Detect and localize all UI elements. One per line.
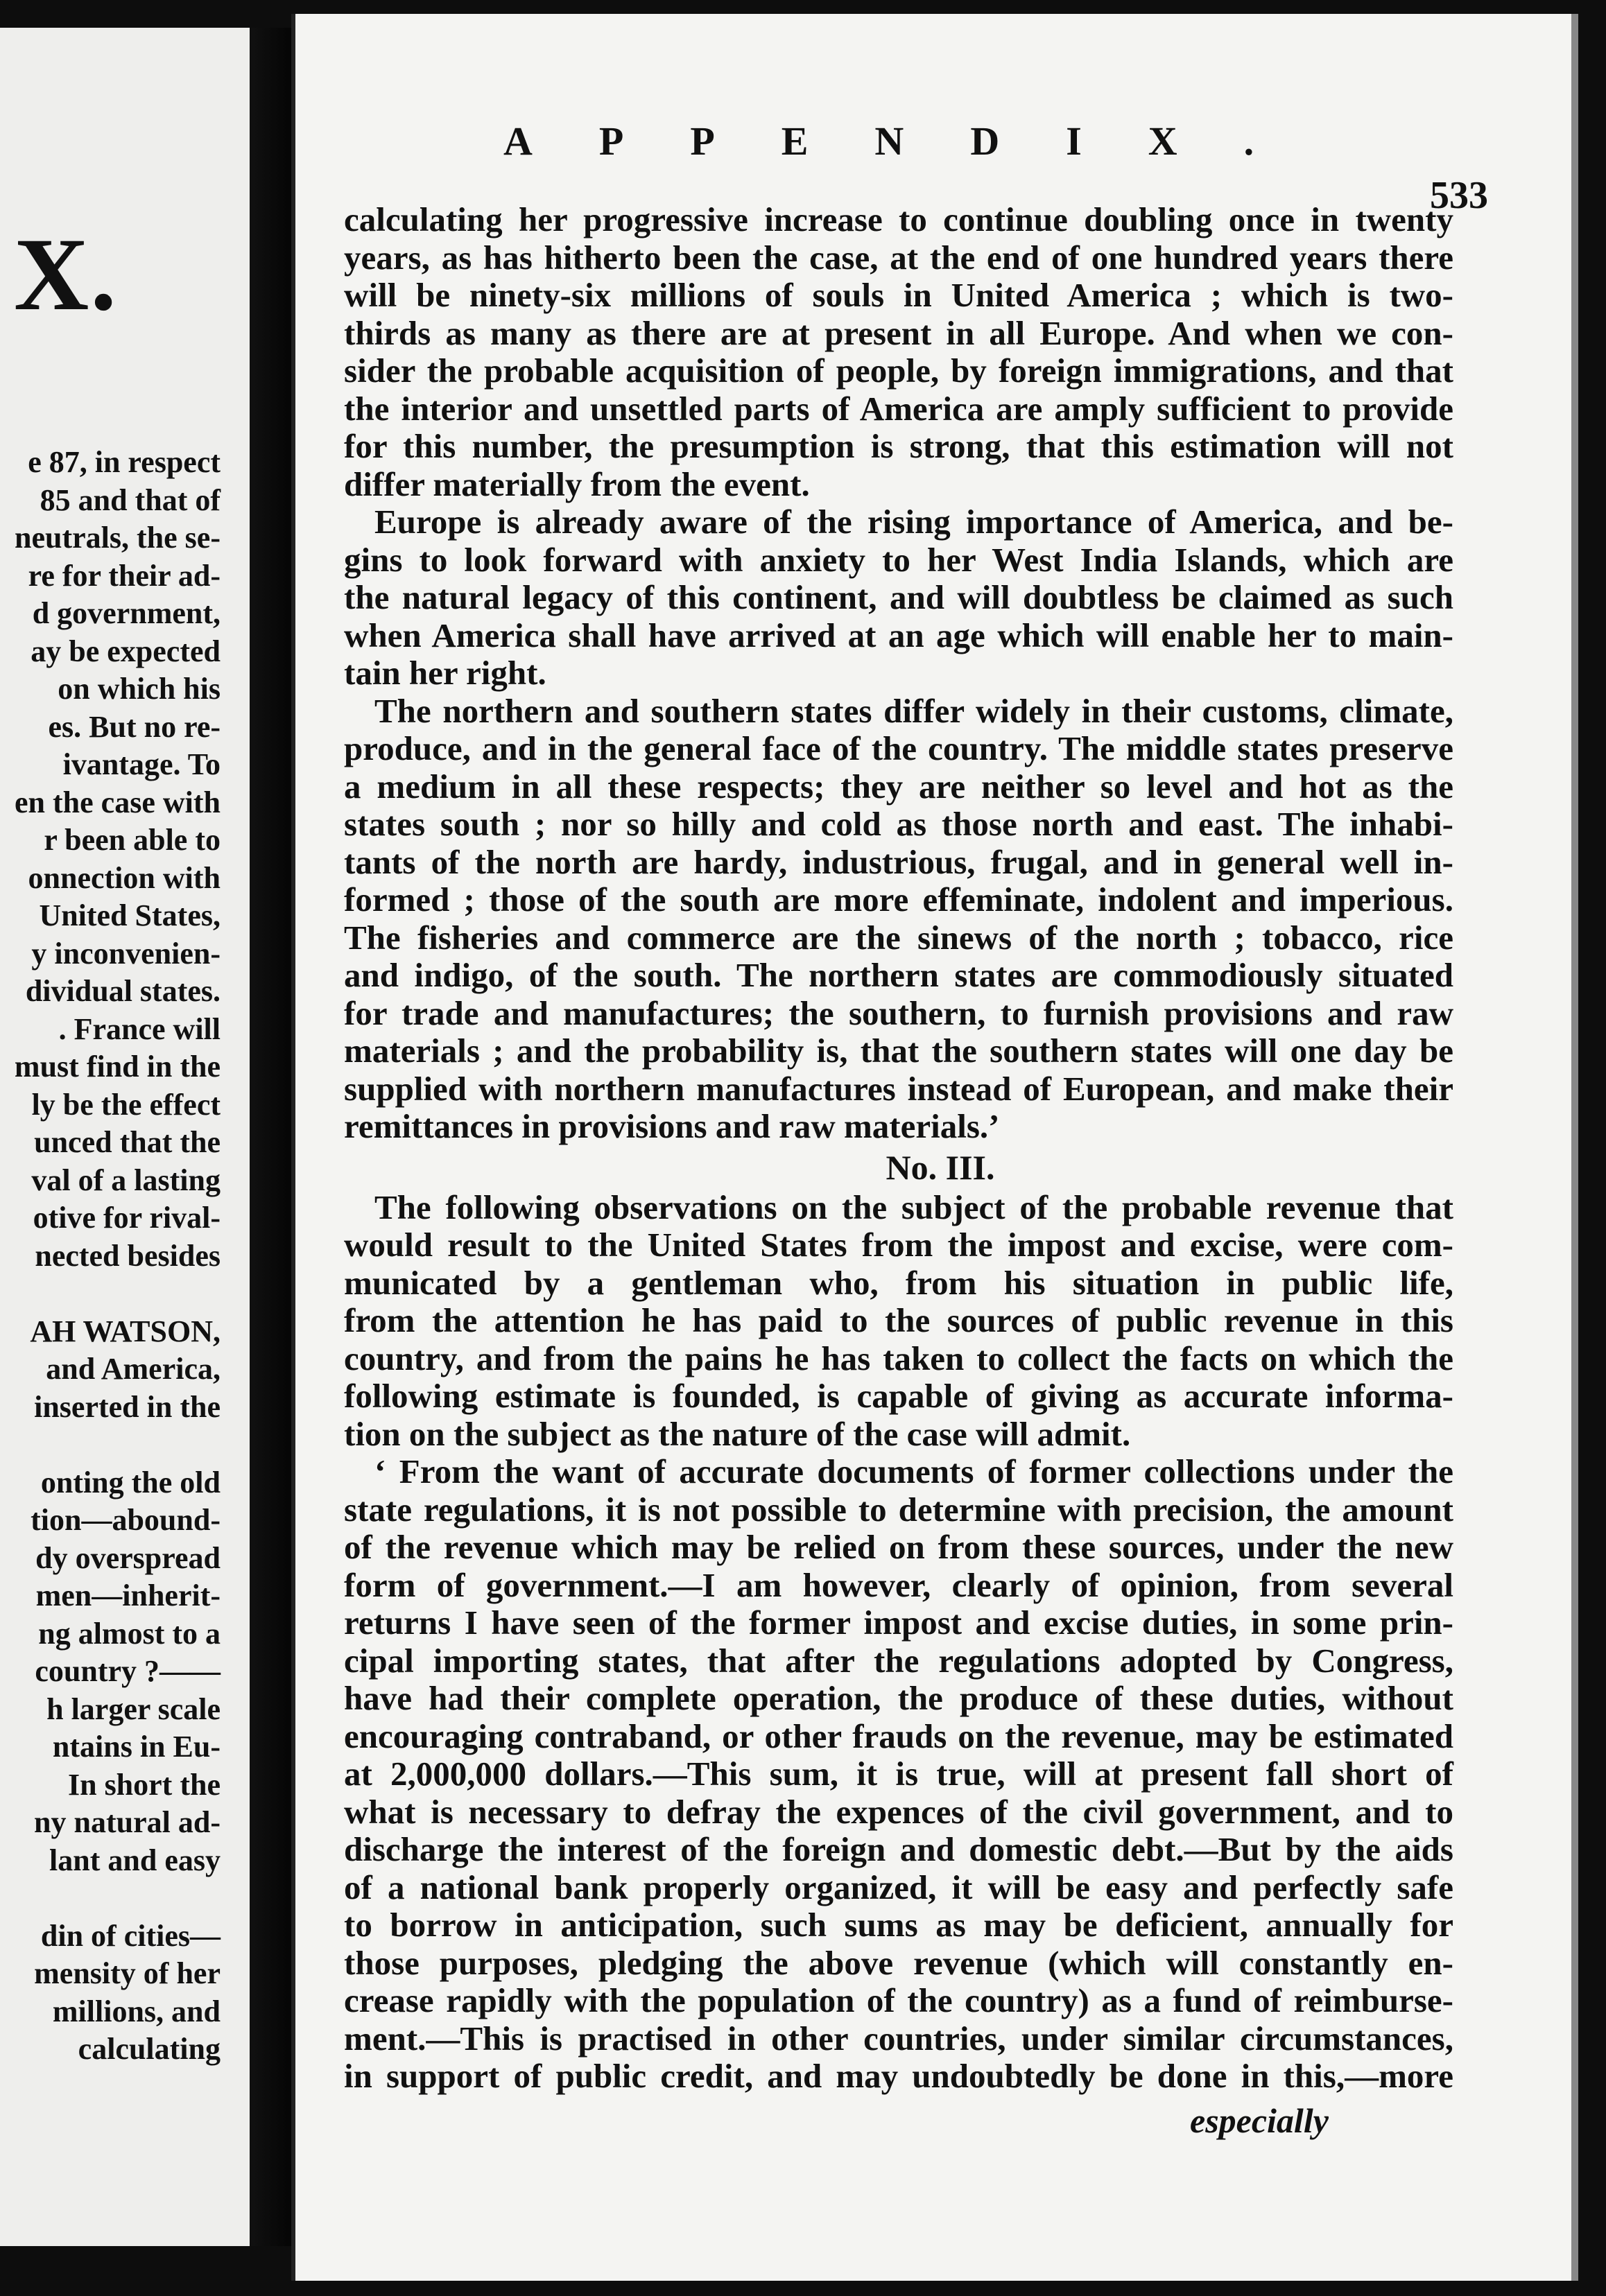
text-line: ‘ From the want of accurate documents of former collections under the [374, 1452, 1453, 1490]
previous-page-line [0, 1426, 250, 1464]
text-line: crease rapidly with the population of the country) as a fund of reimburse- [344, 1981, 1453, 2019]
previous-page-line: In short the [67, 1767, 221, 1802]
previous-page-heading: X. [14, 217, 118, 332]
previous-page-line: must find in the [14, 1050, 221, 1084]
text-line: of a national bank properly organized, it will be easy and perfectly safe [344, 1868, 1453, 1906]
paragraph [344, 201, 1453, 503]
text-line: for this number, the presumption is strong, that this estimation will not [344, 427, 1453, 465]
previous-page-line: dy overspread [35, 1540, 221, 1575]
text-line: when America shall have arrived at an age which will enable her to main- [344, 616, 1453, 654]
previous-page-line: ny natural ad- [34, 1805, 221, 1839]
previous-page-line: lant and easy [49, 1843, 221, 1877]
book-gutter [250, 28, 291, 2246]
text-line: encouraging contraband, or other frauds on the revenue, may be estimated [344, 1716, 1453, 1755]
text-line: years, as has hitherto been the case, at the end of one hundred years there [344, 238, 1453, 277]
text-line: have had their complete operation, the produce of these duties, without [344, 1679, 1453, 1717]
previous-page-line: unced that the [34, 1125, 221, 1159]
text-line: the natural legacy of this continent, and will doubtless be claimed as such [344, 578, 1453, 616]
previous-page-line: AH WATSON, [30, 1314, 221, 1348]
previous-page-line: calculating [78, 2032, 221, 2066]
previous-page-line: tion—abound- [31, 1503, 221, 1537]
text-line: ment.—This is practised in other countries, under similar circumstances, [344, 2019, 1453, 2058]
text-line: in support of public credit, and may undoubtedly be done in this,—more [344, 2057, 1453, 2095]
body-text [344, 201, 1453, 2096]
previous-page-line: onnection with [28, 860, 221, 895]
text-line: at 2,000,000 dollars.—This sum, it is true, will at present fall short of [344, 1755, 1453, 1793]
catchword: especially [1190, 2101, 1329, 2140]
previous-page-line: e 87, in respect [28, 445, 221, 479]
text-line: materials ; and the probability is, that the southern states will one day be [344, 1032, 1453, 1070]
previous-page-line: . France will [58, 1011, 221, 1046]
previous-page-fragment [0, 28, 252, 2246]
text-line: country, and from the pains he has taken to collect the facts on which the [344, 1339, 1453, 1377]
previous-page-line: val of a lasting [31, 1163, 221, 1197]
paragraph [344, 1453, 1453, 2096]
previous-page-line: on which his [58, 672, 221, 706]
previous-page-text [0, 444, 250, 2069]
paragraph [344, 693, 1453, 1146]
text-line: sider the probable acquisition of people, by foreign immigrations, and that [344, 351, 1453, 390]
text-line: those purposes, pledging the above revenue (which will constantly en- [344, 1943, 1453, 1982]
text-line: what is necessary to defray the expences of the civil government, and to [344, 1792, 1453, 1831]
running-title: APPENDIX. [503, 119, 1321, 164]
previous-page-line: ntains in Eu- [52, 1730, 221, 1764]
previous-page-line: y inconvenien- [31, 936, 221, 971]
previous-page-line: 85 and that of [40, 482, 221, 517]
text-line: discharge the interest of the foreign and domestic debt.—But by the aids [344, 1830, 1453, 1868]
text-line: tants of the north are hardy, industrious, frugal, and in general well in- [344, 842, 1453, 881]
previous-page-line [0, 1275, 250, 1313]
text-line: The fisheries and commerce are the sinews of the north ; tobacco, rice [344, 918, 1453, 957]
text-line: formed ; those of the south are more effeminate, indolent and imperious. [344, 880, 1453, 919]
previous-page-line: ay be expected [31, 634, 221, 668]
previous-page-line: men—inherit- [35, 1578, 221, 1612]
text-line: states south ; nor so hilly and cold as those north and east. The inhabi- [344, 805, 1453, 843]
paragraph [344, 503, 1453, 693]
previous-page-line: United States, [39, 898, 221, 932]
previous-page-line: ng almost to a [38, 1616, 221, 1651]
text-line: to borrow in anticipation, such sums as may be deficient, annually for [344, 1906, 1453, 1944]
text-line: differ materially from the event. [344, 464, 810, 503]
text-line: gins to look forward with anxiety to her West India Islands, which are [344, 540, 1453, 579]
previous-page-line: neutrals, the se- [15, 521, 221, 555]
previous-page-line: es. But no re- [48, 709, 221, 744]
paragraph [344, 1189, 1453, 1454]
previous-page-line: country ?—— [35, 1654, 221, 1688]
book-page [291, 14, 1578, 2281]
text-line: tion on the subject as the nature of the case will admit. [344, 1414, 1131, 1453]
text-line: produce, and in the general face of the country. The middle states preserve [344, 729, 1453, 767]
text-line: for trade and manufactures; the southern, to furnish provisions and raw [344, 993, 1453, 1032]
text-line: municated by a gentleman who, from his situation in public life, [344, 1263, 1453, 1302]
previous-page-line: mensity of her [34, 1956, 221, 1990]
previous-page-line: otive for rival- [33, 1201, 221, 1235]
text-line: a medium in all these respects; they are neither so level and hot as the [344, 767, 1453, 806]
page-number: 533 [1430, 174, 1488, 217]
text-line: returns I have seen of the former impost and excise duties, in some prin- [344, 1603, 1453, 1642]
previous-page-line: h larger scale [46, 1691, 221, 1726]
text-line: The northern and southern states differ widely in their customs, climate, [374, 691, 1453, 730]
previous-page-line: nected besides [35, 1238, 221, 1273]
previous-page-line: millions, and [52, 1994, 221, 2028]
text-line: of the revenue which may be relied on from these sources, under the new [344, 1528, 1453, 1566]
previous-page-line: din of cities— [40, 1918, 221, 1953]
previous-page-line: en the case with [15, 785, 221, 819]
previous-page-line: d government, [32, 596, 221, 630]
previous-page-line: re for their ad- [28, 558, 221, 593]
text-line: supplied with northern manufactures instead of European, and make their [344, 1069, 1453, 1108]
text-line: state regulations, it is not possible to determine with precision, the amount [344, 1490, 1453, 1529]
text-line: will be ninety-six millions of souls in United America ; which is two- [344, 276, 1453, 314]
text-line: Europe is already aware of the rising importance of America, and be- [374, 503, 1453, 541]
previous-page-line [0, 1879, 250, 1917]
text-line: the interior and unsettled parts of America are amply sufficient to provide [344, 389, 1453, 428]
text-line: and indigo, of the south. The northern states are commodiously situated [344, 956, 1453, 994]
previous-page-line: and America, [46, 1352, 221, 1386]
text-line: following estimate is founded, is capable of giving as accurate informa- [344, 1377, 1453, 1415]
text-line: calculating her progressive increase to continue doubling once in twenty [344, 200, 1453, 238]
previous-page-line: ivantage. To [62, 747, 221, 781]
text-line: would result to the United States from the impost and excise, were com- [344, 1226, 1453, 1264]
section-heading: No. III. [886, 1147, 995, 1187]
previous-page-line: dividual states. [25, 974, 221, 1008]
text-line: tain her right. [344, 654, 546, 692]
text-line: The following observations on the subject of the probable revenue that [374, 1188, 1453, 1226]
previous-page-line: ly be the effect [31, 1087, 221, 1122]
text-line: thirds as many as there are at present in all Europe. And when we con- [344, 313, 1453, 352]
previous-page-line: onting the old [40, 1465, 221, 1499]
text-line: form of government.—I am however, clearly of opinion, from several [344, 1565, 1453, 1604]
text-line: remittances in provisions and raw materials.’ [344, 1107, 1000, 1145]
text-line: from the attention he has paid to the sources of public revenue in this [344, 1301, 1453, 1339]
text-line: cipal importing states, that after the regulations adopted by Congress, [344, 1641, 1453, 1680]
previous-page-line: inserted in the [34, 1389, 221, 1424]
previous-page-line: r been able to [44, 823, 221, 857]
